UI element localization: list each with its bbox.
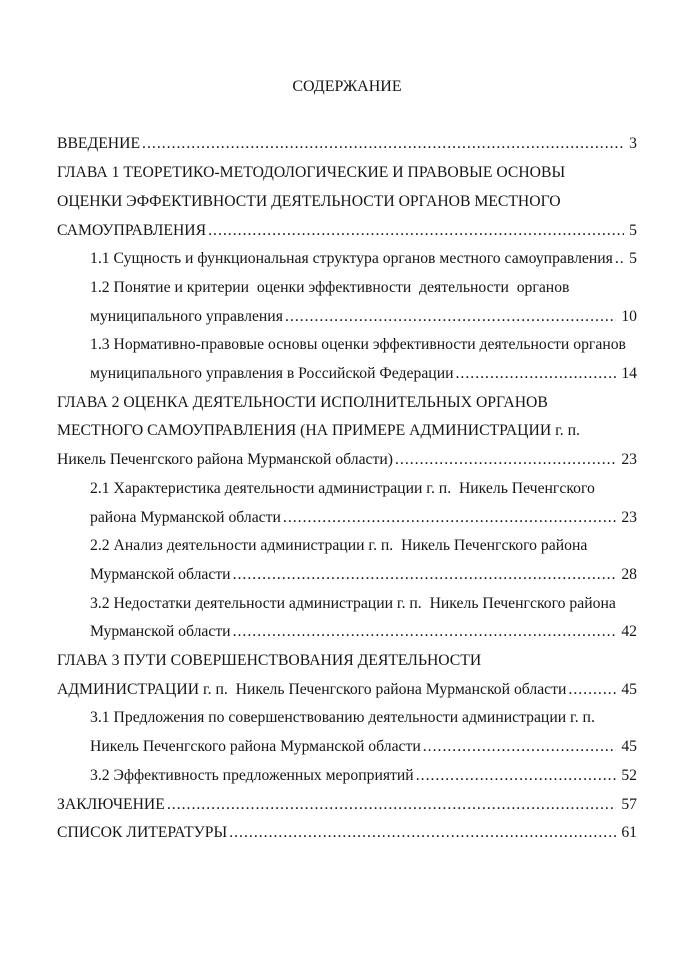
- toc-entry-text: 1.2 Понятие и критерии оценки эффективности деятельности органов: [90, 278, 570, 296]
- toc-page-number: 28: [621, 565, 637, 583]
- toc-line: [57, 274, 637, 303]
- toc-line: [57, 417, 637, 446]
- dot-leader: [423, 733, 617, 762]
- toc-line: [57, 504, 637, 533]
- toc-line: [57, 475, 637, 504]
- toc-entry-text: 3.2 Эффективность предложенных мероприятий: [90, 766, 414, 784]
- dot-leader: [568, 676, 616, 705]
- toc-line: [57, 360, 637, 389]
- toc-line: [57, 217, 637, 246]
- toc-entry-text: Мурманской области: [90, 623, 231, 641]
- toc-page-number: 3: [629, 135, 637, 153]
- toc-line: [57, 331, 637, 360]
- toc-entry-text: АДМИНИСТРАЦИИ г. п. Никель Печенгского района Мурманской области: [57, 680, 567, 698]
- dot-leader: [283, 504, 616, 533]
- toc-line: [57, 245, 637, 274]
- toc-page-number: 14: [621, 365, 637, 383]
- toc-line: [57, 676, 637, 705]
- toc-entry-text: ЗАКЛЮЧЕНИЕ: [57, 795, 165, 813]
- toc-entry-text: САМОУПРАВЛЕНИЯ: [57, 221, 207, 239]
- toc-page-number: 10: [621, 307, 637, 325]
- toc-line: [57, 791, 637, 820]
- toc-line: [57, 819, 637, 848]
- toc-entry-text: ГЛАВА 2 ОЦЕНКА ДЕЯТЕЛЬНОСТИ ИСПОЛНИТЕЛЬНЫХ ОРГАНОВ: [57, 393, 548, 411]
- dot-leader: [233, 618, 617, 647]
- toc-page-number: 23: [621, 451, 637, 469]
- dot-leader: [229, 819, 616, 848]
- toc-line: [57, 618, 637, 647]
- toc-line: [57, 159, 637, 188]
- toc-entry-text: 2.2 Анализ деятельности администрации г. п. Никель Печенгского района: [90, 537, 588, 555]
- toc-entry-text: муниципального управления: [90, 307, 283, 325]
- toc-entry-text: 1.1 Сущность и функциональная структура органов местного самоуправления: [90, 250, 613, 268]
- toc-entry-text: ВВЕДЕНИЕ: [57, 135, 141, 153]
- dot-leader: [233, 561, 617, 590]
- toc-entry-text: Никель Печенгского района Мурманской области): [57, 451, 393, 469]
- dot-leader: [285, 303, 616, 332]
- dot-leader: [456, 360, 617, 389]
- toc-entry-text: Никель Печенгского района Мурманской области: [90, 738, 421, 756]
- toc-line: [57, 446, 637, 475]
- toc-entry-text: СПИСОК ЛИТЕРАТУРЫ: [57, 824, 228, 842]
- toc-entry-text: 3.2 Недостатки деятельности администрации г. п. Никель Печенгского района: [90, 594, 616, 612]
- toc-entry-text: Мурманской области: [90, 565, 231, 583]
- page-title: СОДЕРЖАНИЕ: [292, 78, 402, 95]
- toc-entry-text: 1.3 Нормативно-правовые основы оценки эффективности деятельности органов: [90, 336, 626, 354]
- toc-page-number: 5: [629, 221, 637, 239]
- toc-line: [57, 561, 637, 590]
- toc-page-number: 5: [629, 250, 637, 268]
- toc-entry-text: района Мурманской области: [90, 508, 281, 526]
- toc-line: [57, 647, 637, 676]
- toc-entry-text: 3.1 Предложения по совершенствованию деятельности администрации г. п.: [90, 709, 595, 727]
- toc-line: [57, 590, 637, 619]
- toc-page-number: 42: [621, 623, 637, 641]
- dot-leader: [167, 791, 616, 820]
- toc-line: [57, 733, 637, 762]
- toc-line: [57, 130, 637, 159]
- toc-page-number: 45: [621, 680, 637, 698]
- dot-leader: [208, 217, 624, 246]
- dot-leader: [142, 130, 624, 159]
- toc-entry-text: ГЛАВА 3 ПУТИ СОВЕРШЕНСТВОВАНИЯ ДЕЯТЕЛЬНОСТИ: [57, 652, 482, 670]
- toc-line: [57, 762, 637, 791]
- table-of-contents: [57, 130, 637, 848]
- toc-page-number: 23: [621, 508, 637, 526]
- toc-entry-text: муниципального управления в Российской Федерации: [90, 365, 454, 383]
- toc-entry-text: 2.1 Характеристика деятельности администрации г. п. Никель Печенгского: [90, 479, 595, 497]
- toc-line: [57, 389, 637, 418]
- toc-page-number: 45: [621, 738, 637, 756]
- dot-leader: [615, 245, 624, 274]
- toc-line: [57, 303, 637, 332]
- toc-entry-text: ОЦЕНКИ ЭФФЕКТИВНОСТИ ДЕЯТЕЛЬНОСТИ ОРГАНОВ МЕСТНОГО: [57, 192, 561, 210]
- toc-line: [57, 188, 637, 217]
- toc-page-number: 61: [621, 824, 637, 842]
- toc-entry-text: МЕСТНОГО САМОУПРАВЛЕНИЯ (НА ПРИМЕРЕ АДМИНИСТРАЦИИ г. п.: [57, 422, 580, 440]
- toc-line: [57, 704, 637, 733]
- toc-page-number: 52: [621, 766, 637, 784]
- toc-line: [57, 532, 637, 561]
- toc-entry-text: ГЛАВА 1 ТЕОРЕТИКО-МЕТОДОЛОГИЧЕСКИЕ И ПРАВОВЫЕ ОСНОВЫ: [57, 164, 566, 182]
- dot-leader: [416, 762, 617, 791]
- dot-leader: [395, 446, 616, 475]
- toc-page-number: 57: [621, 795, 637, 813]
